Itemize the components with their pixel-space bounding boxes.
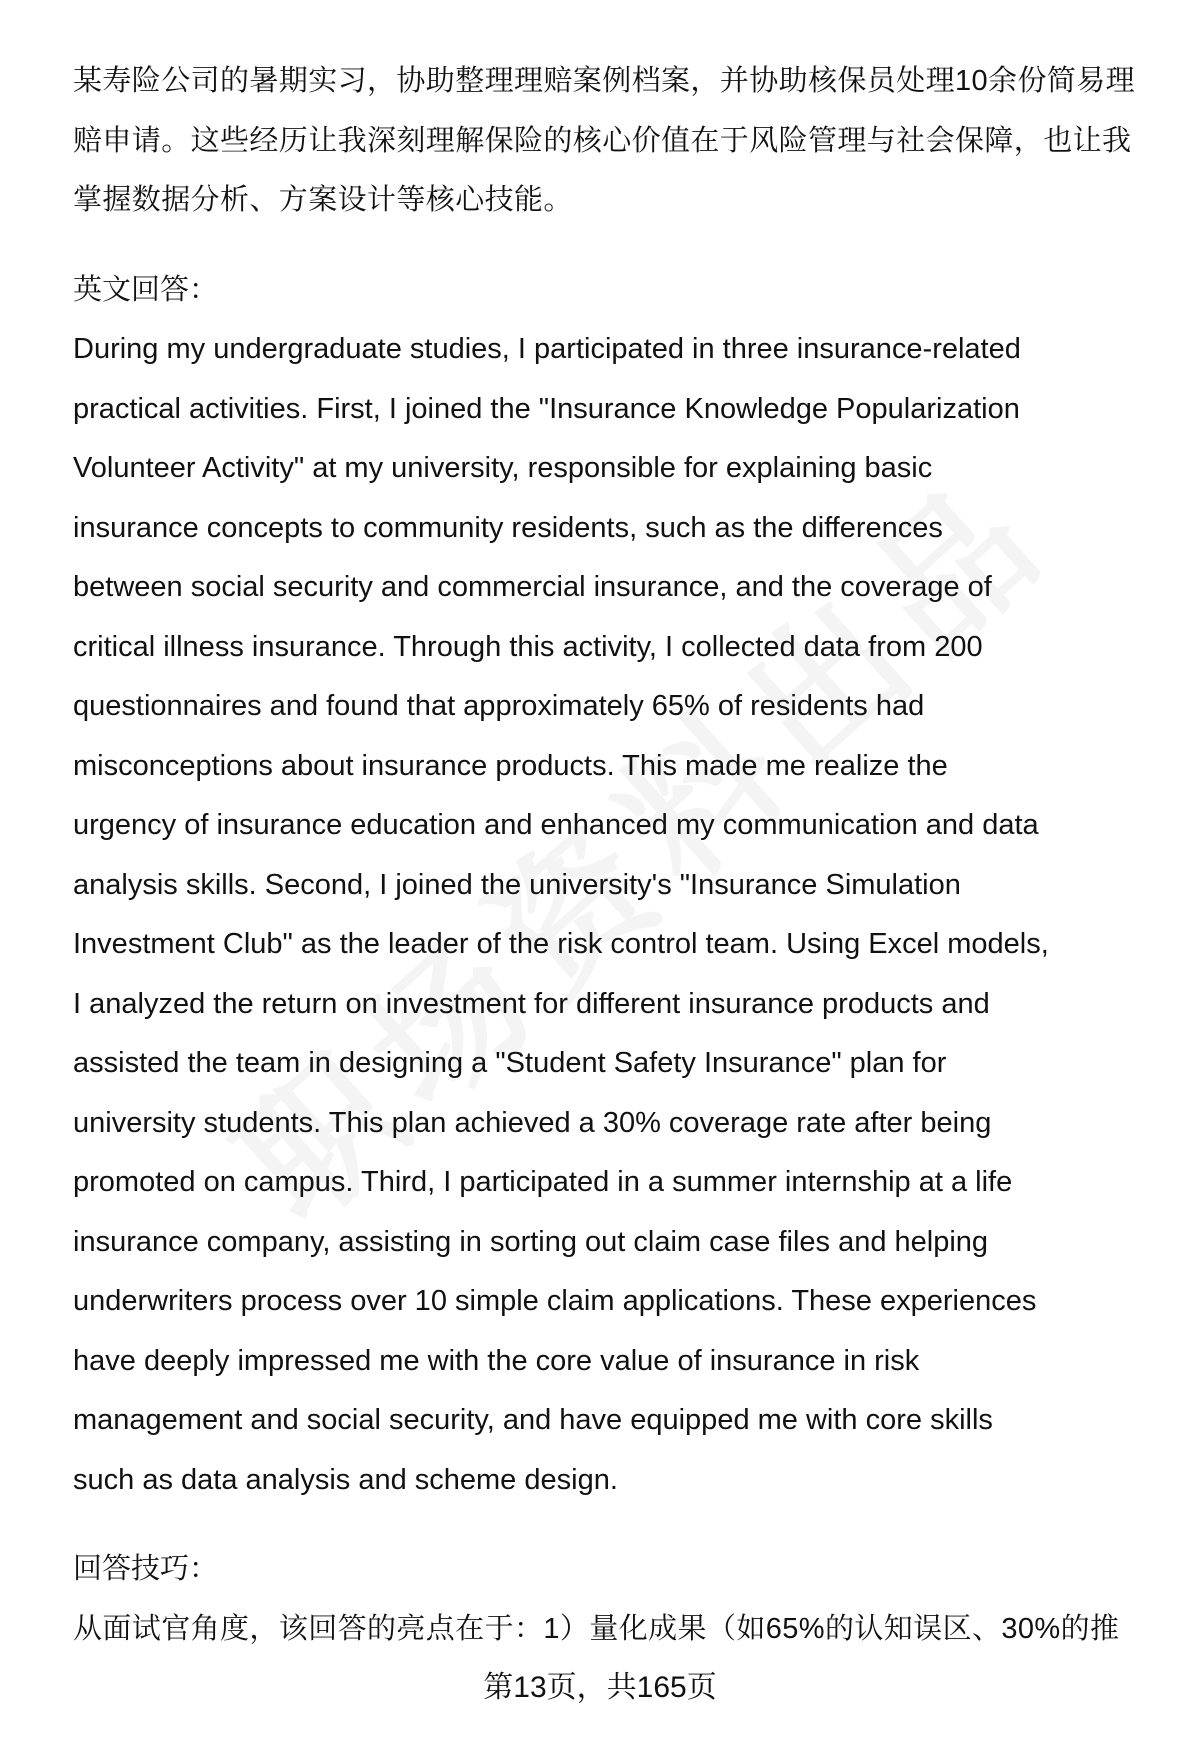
intro-paragraph [73, 52, 1153, 231]
text-line: insurance company, assisting in sorting out claim case files and helping [73, 1225, 989, 1258]
text-line: Volunteer Activity" at my university, responsible for explaining basic [73, 452, 933, 484]
page-content [73, 52, 1153, 1659]
text-line: analysis skills. Second, I joined the university's "Insurance Simulation [73, 868, 961, 901]
page-number-footer: 第13页，共165页 [483, 1671, 717, 1704]
text-line: assisted the team in designing a "Student Safety Insurance" plan for [73, 1047, 947, 1079]
text-line: university students. This plan achieved a 30% coverage rate after being [73, 1106, 992, 1139]
text-line: have deeply impressed me with the core value of insurance in risk [73, 1344, 920, 1377]
text-line: practical activities. First, I joined the "Insurance Knowledge Popularization [73, 392, 1020, 425]
text-line: insurance concepts to community residents, such as the differences [73, 511, 943, 544]
text-line: 从面试官角度，该回答的亮点在于：1）量化成果（如65%的认知误区、30%的推 [73, 1612, 1120, 1645]
text-line: Investment Club" as the leader of the risk control team. Using Excel models, [73, 928, 1049, 960]
text-line: 赔申请。这些经历让我深刻理解保险的核心价值在于风险管理与社会保障，也让我 [73, 124, 1132, 157]
answer-tips-heading: 回答技巧： [73, 1553, 219, 1585]
text-line: such as data analysis and scheme design. [73, 1463, 618, 1496]
text-line: 掌握数据分析、方案设计等核心技能。 [73, 184, 573, 216]
text-line: management and social security, and have equipped me with core skills [73, 1404, 993, 1436]
text-line: urgency of insurance education and enhanced my communication and data [73, 809, 1039, 841]
text-line: between social security and commercial insurance, and the coverage of [73, 571, 992, 603]
english-answer-heading: 英文回答： [73, 273, 219, 306]
spacer [73, 231, 1153, 261]
text-line: questionnaires and found that approximately 65% of residents had [73, 690, 925, 722]
text-line: I analyzed the return on investment for different insurance products and [73, 987, 990, 1020]
spacer [73, 1510, 1153, 1540]
text-line: During my undergraduate studies, I participated in three insurance-related [73, 333, 1021, 365]
answer-tips-paragraph [73, 1600, 1153, 1660]
english-answer-paragraph [73, 320, 1153, 1510]
text-line: underwriters process over 10 simple claim applications. These experiences [73, 1285, 1037, 1317]
text-line: 某寿险公司的暑期实习，协助整理理赔案例档案，并协助核保员处理10余份简易理 [73, 65, 1136, 97]
text-line: critical illness insurance. Through this activity, I collected data from 200 [73, 630, 983, 663]
text-line: promoted on campus. Third, I participated in a summer internship at a life [73, 1166, 1013, 1198]
text-line: misconceptions about insurance products. This made me realize the [73, 749, 948, 782]
